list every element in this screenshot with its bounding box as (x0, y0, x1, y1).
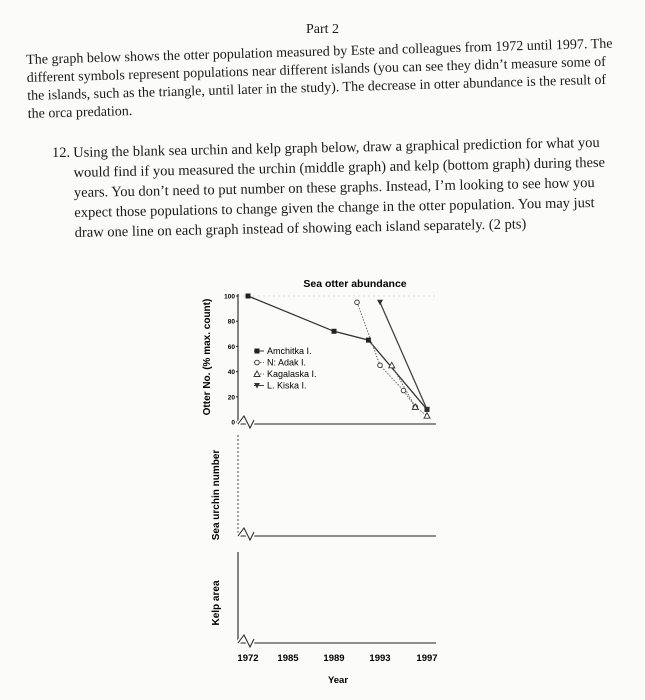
series-line-n-adak-i (357, 302, 415, 407)
legend-entry: Amchitka I. (267, 346, 312, 356)
figure (190, 270, 480, 690)
series-line-l-kiska-i (380, 302, 427, 409)
x-tick-label: 1997 (416, 653, 438, 664)
otter-y-tick-label: 40 (227, 369, 235, 377)
data-point-amchitka-i (366, 338, 371, 343)
legend-marker (255, 349, 260, 354)
legend-marker (255, 360, 260, 365)
otter-y-tick-label: 20 (227, 394, 235, 402)
otter-chart-title: Sea otter abundance (303, 278, 407, 290)
otter-y-tick-label: 60 (227, 343, 235, 351)
data-point-amchitka-i (332, 329, 337, 334)
question-number: 12. (52, 145, 71, 161)
x-tick-label: 1989 (323, 653, 345, 664)
legend-entry: N: Adak I. (267, 357, 307, 368)
otter-y-axis-label: Otter No. (% max. count) (202, 298, 213, 416)
kelp-panel (211, 552, 438, 686)
otter-panel (202, 278, 436, 428)
urchin-panel (211, 435, 436, 540)
urchin-axis-break (238, 528, 254, 540)
data-point-n-adak-i (378, 363, 383, 368)
urchin-y-axis-label: Sea urchin number (211, 449, 222, 541)
data-point-l-kiska-i (377, 300, 383, 306)
page-title: Part 2 (305, 22, 340, 37)
legend-entry: L. Kiska I. (267, 380, 307, 391)
question-text: Using the blank sea urchin and kelp graph below, draw a graphical prediction for what you would find if you measured the urchin (middle graph) and kelp (bottom graph) during these years. You don’t need to put number on these graphs. Instead, I’m looking to see how you expect those populations to change given the change in the otter population. You may just draw one line on each graph instead of showing each island separately. (2 pts) (73, 134, 606, 241)
x-tick-label: 1985 (277, 653, 299, 664)
series-line-kagalaska-i (392, 365, 427, 415)
intro-paragraph: The graph below shows the otter population measured by Este and colleagues from 1972 until 1997. The different symbols represent populations near different islands (you can see they didn’t measure some of the islands, such as the triangle, until later in the study). The decrease in otter abundance is the result of the orca predation. (26, 36, 613, 122)
x-axis-label: Year (327, 675, 349, 686)
graph-stack (190, 270, 480, 690)
data-point-n-adak-i (355, 300, 360, 305)
kelp-axis-break (238, 635, 254, 647)
x-tick-label: 1993 (369, 653, 391, 664)
otter-y-tick-label: 80 (227, 318, 235, 326)
otter-y-tick-label: 100 (224, 293, 235, 301)
legend-entry: Kagalaska I. (267, 369, 317, 379)
otter-axis-break (238, 416, 254, 428)
kelp-y-axis-label: Kelp area (211, 580, 222, 626)
x-tick-label: 1972 (237, 653, 259, 664)
otter-y-tick-label: 0 (231, 419, 235, 427)
data-point-kagalaska-i (424, 413, 430, 419)
data-point-amchitka-i (246, 294, 251, 299)
